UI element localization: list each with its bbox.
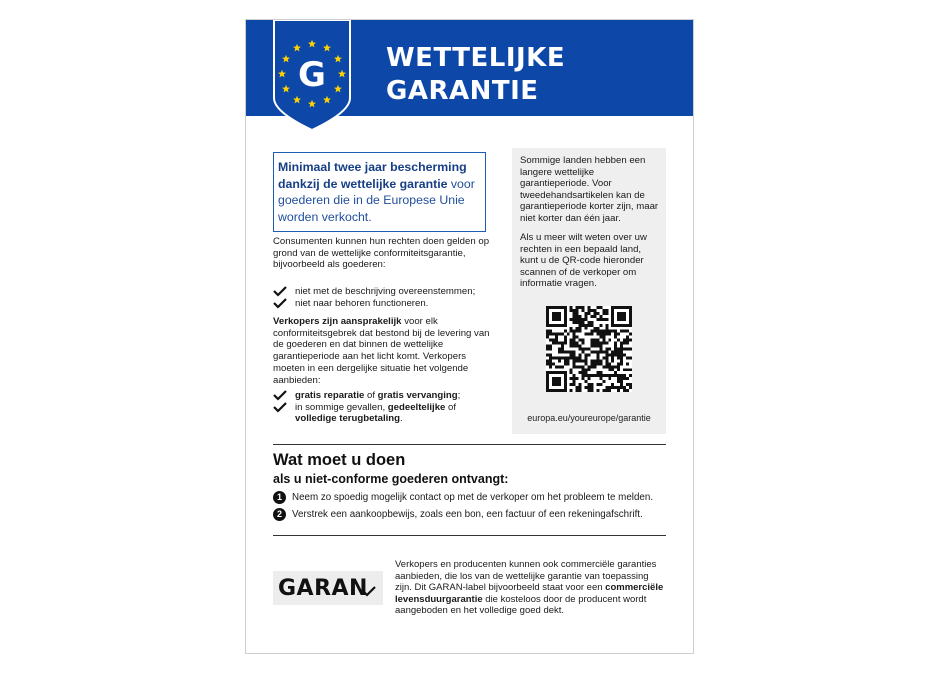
what-to-do-heading: Wat moet u doen (273, 451, 406, 469)
divider (273, 535, 666, 536)
qr-code-icon[interactable] (546, 306, 632, 392)
sellers-bold: Verkopers zijn aansprakelijk (273, 316, 402, 327)
list-item (273, 298, 498, 310)
checkmark-icon (273, 286, 287, 297)
bold-text: gratis reparatie (295, 390, 365, 401)
checkmark-icon (362, 586, 376, 597)
step-text: Verstrek een aankoopbewijs, zoals een bon, een factuur of een rekeningafschrift. (292, 509, 643, 520)
eu-shield-logo (273, 20, 351, 130)
bold-text: gedeeltelijke (387, 401, 446, 413)
what-to-do-subheading: als u niet-conforme goederen ontvangt: (273, 472, 509, 486)
logo-letter: G (298, 55, 326, 95)
text: of (364, 390, 378, 401)
bold-text: volledige terugbetaling (295, 413, 401, 425)
title-line-1: WETTELIJKE (386, 43, 566, 73)
step-1 (273, 491, 653, 504)
intro-bold: Minimaal twee jaar bescherming dankzij de wettelijke garantie (278, 160, 467, 191)
title-line-2: GARANTIE (386, 76, 539, 106)
info-sidebox (512, 148, 666, 434)
garan-label (273, 571, 383, 605)
list-item-text: niet met de beschrijving overeenstemmen; (295, 286, 476, 297)
checkmark-icon (273, 402, 287, 413)
text: of (445, 401, 457, 413)
sellers-text (273, 316, 495, 386)
bold-text: gratis vervanging (377, 390, 458, 401)
list-item (273, 286, 498, 298)
list-item-text: niet naar behoren functioneren. (295, 297, 429, 309)
checkmark-icon (273, 390, 287, 401)
info-url[interactable]: europa.eu/youreurope/garantie (527, 413, 651, 423)
sellers-rest: voor elk conformiteitsgebrek dat bestond bij de levering van de goederen en dat binnen de wettelijke garantieperiode aan het licht komt. Verkopers moeten in een dergelijke situatie het volgende aanbieden: (273, 316, 490, 386)
sidebox-paragraph-1: Sommige landen hebben een langere wettelijke garantieperiode. Voor tweedehandsartikelen kan de garantieperiode korter zijn, maar niet korter dan één jaar. (520, 155, 659, 224)
text: ; (457, 390, 461, 401)
step-text: Neem zo spoedig mogelijk contact op met de verkoper om het probleem te melden. (292, 492, 654, 503)
text: . (400, 413, 403, 425)
sellers-checklist (273, 390, 498, 425)
consumers-text: Consumenten kunnen hun rechten doen gelden op grond van de wettelijke conformiteitsgarantie, bijvoorbeeld als goederen: (273, 236, 490, 271)
text: in sommige gevallen, (295, 401, 388, 413)
garan-label-text: GARAN (278, 576, 368, 601)
list-item (273, 402, 498, 425)
commercial-bold: commerciële levensduurgarantie (395, 582, 664, 605)
commercial-part-2: die kosteloos door de producent wordt aangeboden en het volledige goed dekt. (395, 593, 647, 617)
guarantee-notice (245, 19, 694, 654)
list-item (273, 390, 498, 402)
sidebox-paragraph-2: Als u meer wilt weten over uw rechten in een bepaald land, kunt u de QR-code hieronder scannen of de verkoper om informatie vragen. (520, 232, 647, 289)
step-number: 1 (273, 491, 286, 504)
intro-box (273, 152, 486, 232)
checkmark-icon (273, 298, 287, 309)
header-banner (246, 20, 693, 116)
commercial-text (395, 559, 668, 617)
divider (273, 444, 666, 445)
intro-rest: voor goederen die in de Europese Unie worden verkocht. (278, 176, 475, 224)
step-number: 2 (273, 508, 286, 521)
commercial-part-1: Verkopers en producenten kunnen ook commerciële garanties aanbieden, die los van de wettelijke garantie van toepassing zijn. Dit GARAN-label bijvoorbeeld staat voor een (395, 559, 657, 594)
step-2 (273, 508, 643, 521)
consumers-checklist (273, 286, 498, 309)
page-title (386, 42, 565, 108)
